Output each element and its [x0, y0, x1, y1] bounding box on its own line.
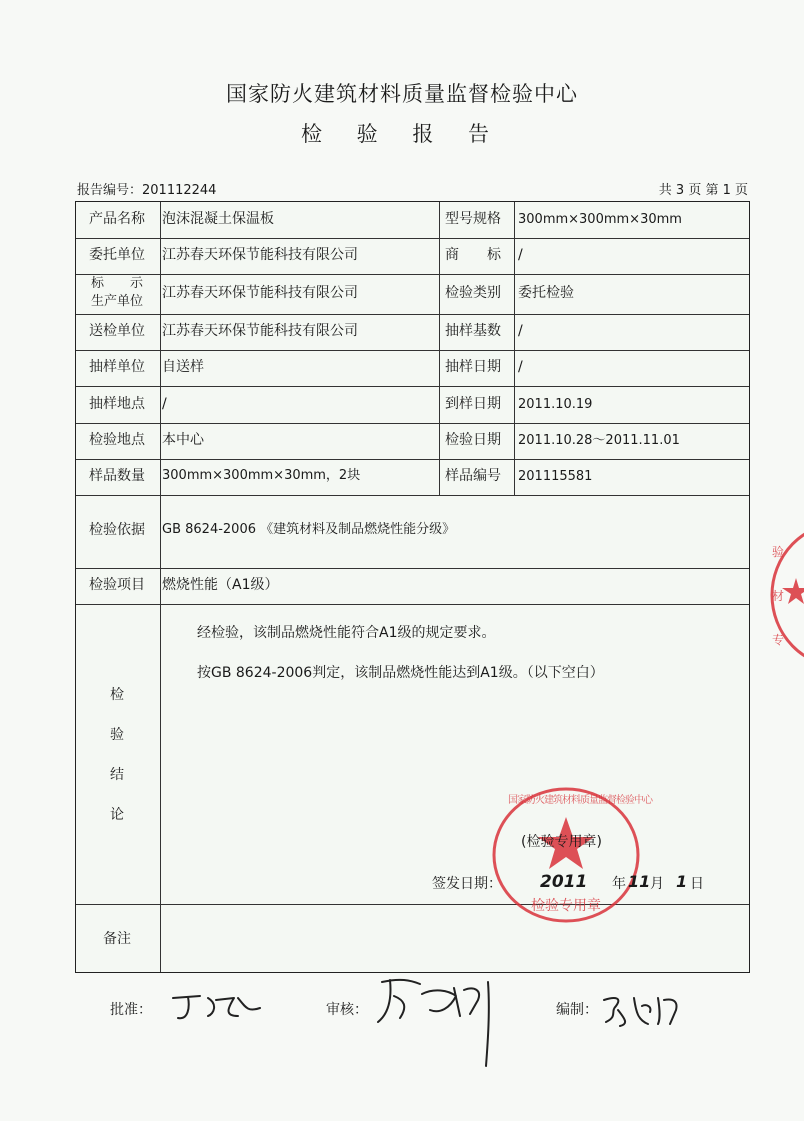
value-test-type: 委托检验: [518, 285, 574, 301]
row-divider: [76, 350, 749, 351]
value-sampler: 自送样: [162, 359, 204, 375]
value-quantity: 300mm×300mm×30mm，2块: [162, 468, 361, 483]
value-sampling-place: /: [162, 396, 167, 412]
label-test-date: 检验日期: [445, 432, 501, 448]
value-test-basis: GB 8624-2006 《建筑材料及制品燃烧性能分级》: [162, 522, 456, 537]
label-maker-line2: 生产单位: [90, 294, 143, 309]
approve-label: 批准：: [110, 1002, 152, 1018]
row-divider: [76, 904, 749, 905]
org-title: 国家防火建筑材料质量监督检验中心: [226, 82, 578, 106]
row-divider: [76, 459, 749, 460]
report-title: 检 验 报 告: [300, 122, 504, 146]
approver-signature: [168, 990, 268, 1026]
value-maker: 江苏春天环保节能科技有限公司: [162, 285, 358, 301]
day-unit: 日: [690, 876, 704, 892]
row-divider: [76, 274, 749, 275]
seal-note: (检验专用章): [521, 834, 602, 850]
page-indicator: 共 3 页 第 1 页: [658, 183, 748, 198]
col-divider: [514, 202, 515, 495]
label-test-item: 检验项目: [89, 577, 145, 593]
label-sampling-date: 抽样日期: [445, 359, 501, 375]
value-test-date: 2011.10.28～2011.11.01: [518, 433, 680, 448]
issue-day: 1: [676, 872, 688, 891]
conclusion-label-char: 结: [110, 767, 124, 783]
value-sampling-date: /: [518, 359, 523, 375]
row-divider: [76, 238, 749, 239]
edge-seal-text: 验材专: [772, 545, 785, 647]
compile-label: 编制：: [556, 1002, 598, 1018]
value-arrival-date: 2011.10.19: [518, 397, 593, 412]
value-client: 江苏春天环保节能科技有限公司: [162, 247, 358, 263]
value-sender: 江苏春天环保节能科技有限公司: [162, 323, 358, 339]
label-sampler: 抽样单位: [89, 359, 145, 375]
label-brand: 商 标: [445, 247, 501, 263]
label-model: 型号规格: [445, 211, 501, 227]
label-test-type: 检验类别: [445, 285, 501, 301]
seal-center-text: 检验专用章: [531, 898, 601, 914]
row-divider: [76, 386, 749, 387]
row-divider: [76, 423, 749, 424]
issue-month: 11: [628, 872, 651, 891]
label-sample-base: 抽样基数: [445, 323, 501, 339]
issue-date-label: 签发日期：: [432, 876, 502, 892]
official-seal: [490, 785, 652, 925]
label-test-basis: 检验依据: [89, 522, 145, 538]
label-test-place: 检验地点: [89, 432, 145, 448]
label-sampling-place: 抽样地点: [89, 396, 145, 412]
label-maker-line1: 标 示: [90, 276, 143, 291]
conclusion-line-1: 经检验，该制品燃烧性能符合A1级的规定要求。: [197, 625, 496, 641]
value-test-place: 本中心: [162, 432, 204, 448]
compiler-signature: [598, 990, 688, 1030]
value-product: 泡沫混凝土保温板: [162, 211, 274, 227]
value-brand: /: [518, 247, 523, 263]
label-arrival-date: 到样日期: [445, 396, 501, 412]
label-client: 委托单位: [89, 247, 145, 263]
label-sender: 送检单位: [89, 323, 145, 339]
row-divider: [76, 604, 749, 605]
value-sample-base: /: [518, 323, 523, 339]
value-model: 300mm×300mm×30mm: [518, 212, 682, 227]
col-divider: [439, 202, 440, 495]
edge-seal-fragment: [766, 520, 804, 670]
col-divider: [160, 202, 161, 972]
year-unit: 年: [612, 876, 626, 892]
reviewer-signature: [370, 970, 510, 1070]
label-product: 产品名称: [89, 211, 145, 227]
value-test-item: 燃烧性能（A1级）: [162, 577, 279, 593]
label-quantity: 样品数量: [89, 468, 145, 484]
label-remarks: 备注: [103, 931, 131, 947]
report-number: 报告编号：201112244: [77, 183, 217, 198]
review-label: 审核：: [326, 1002, 368, 1018]
issue-year: 2011: [540, 872, 588, 892]
value-sample-number: 201115581: [518, 469, 593, 484]
conclusion-label-char: 检: [110, 687, 124, 703]
label-sample-number: 样品编号: [445, 468, 501, 484]
conclusion-label-char: 验: [110, 727, 124, 743]
row-divider: [76, 568, 749, 569]
conclusion-line-2: 按GB 8624-2006判定，该制品燃烧性能达到A1级。（以下空白）: [197, 665, 604, 681]
month-unit: 月: [650, 876, 664, 892]
row-divider: [76, 495, 749, 496]
seal-ring-text: 国家防火建筑材料质量监督检验中心: [508, 795, 652, 806]
row-divider: [76, 314, 749, 315]
conclusion-label-char: 论: [110, 807, 124, 823]
